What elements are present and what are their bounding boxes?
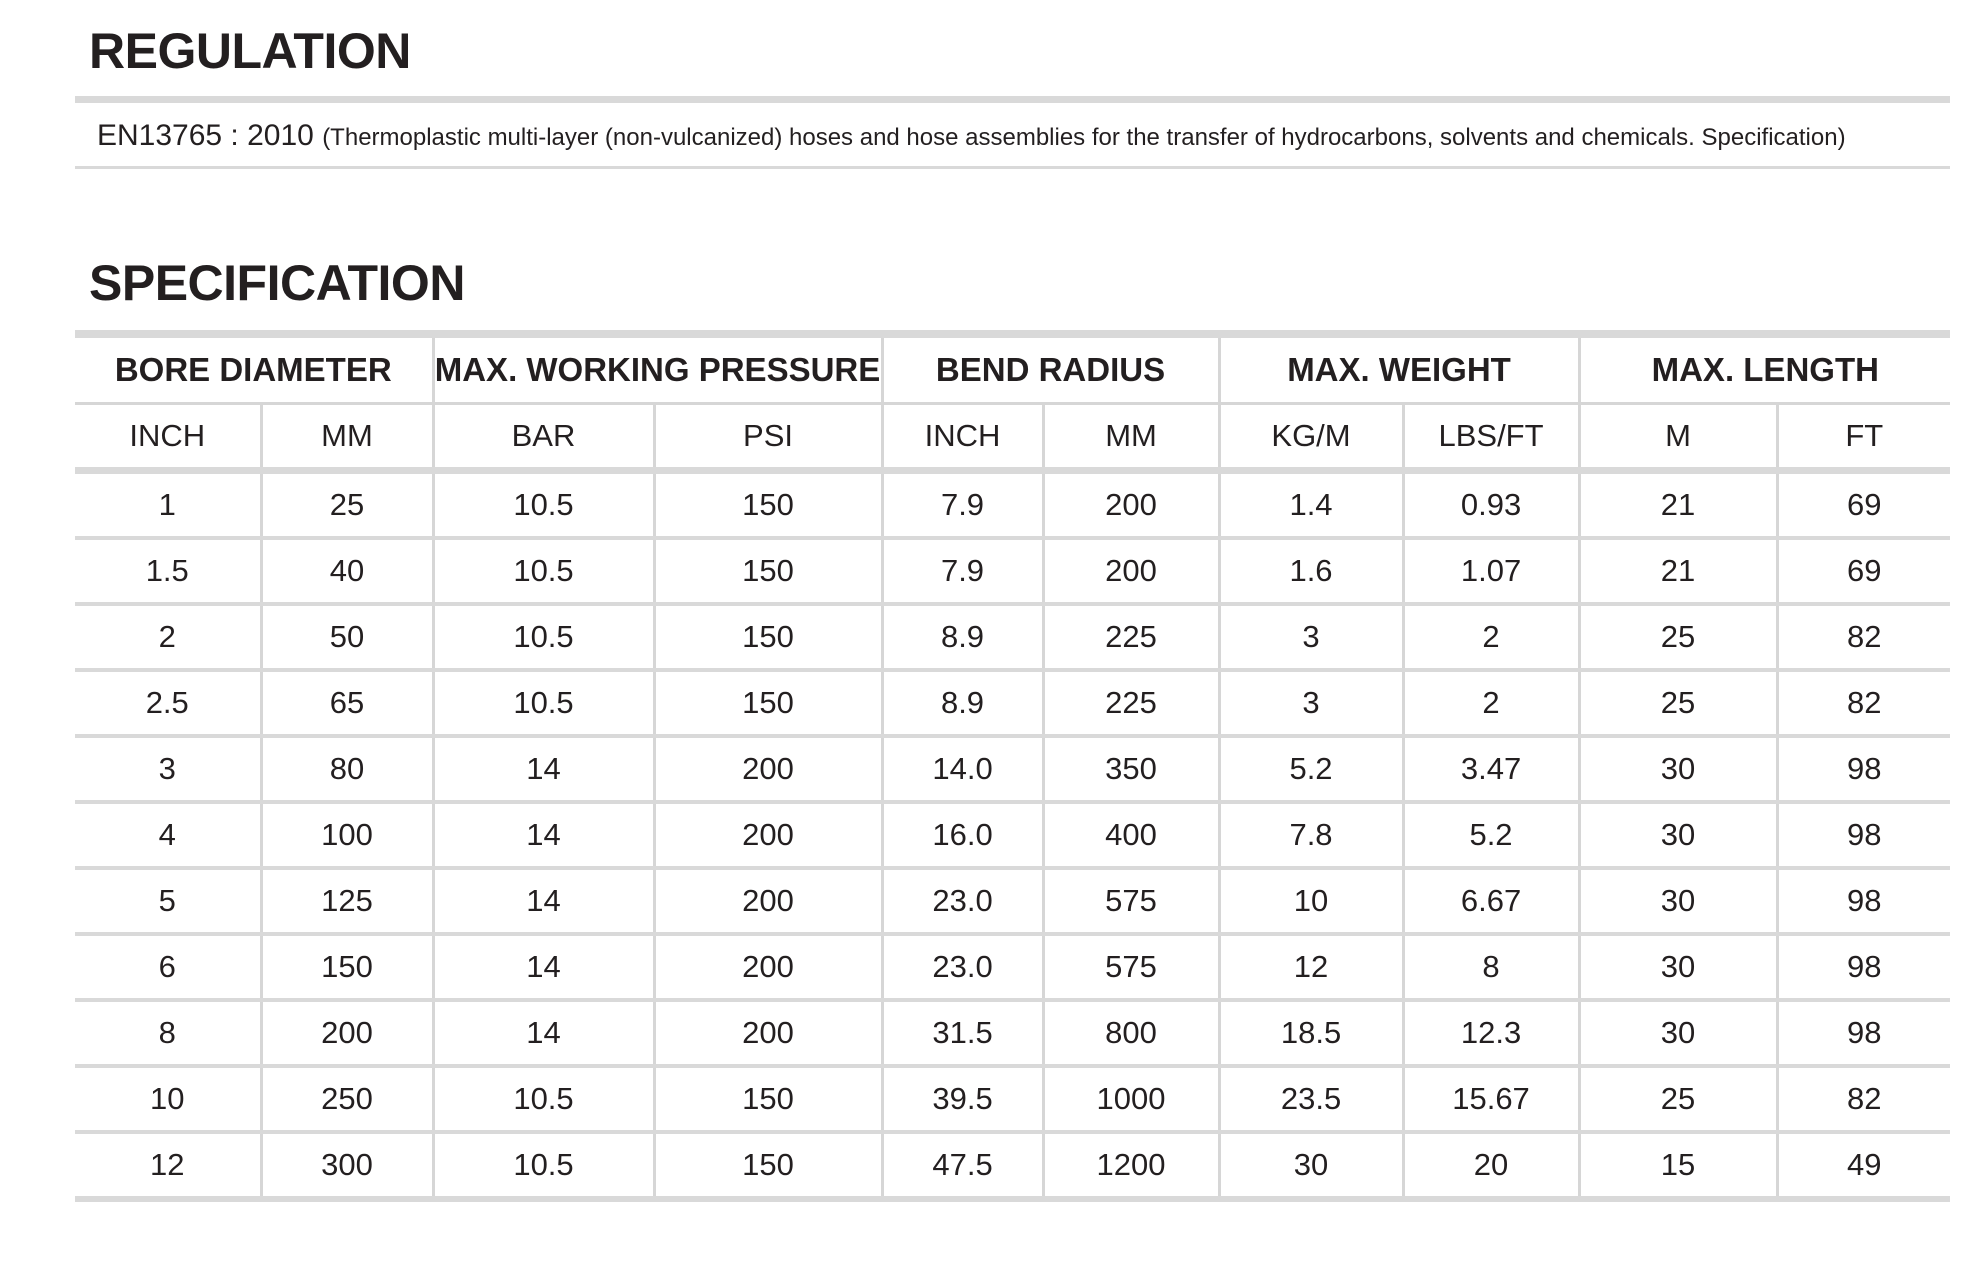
table-cell: 10.5 — [433, 1066, 654, 1132]
table-cell: 14 — [433, 934, 654, 1000]
table-cell: 98 — [1777, 868, 1950, 934]
table-cell: 150 — [654, 1066, 882, 1132]
table-cell: 300 — [261, 1132, 433, 1199]
table-cell: 98 — [1777, 1000, 1950, 1066]
table-cell: 8.9 — [882, 604, 1043, 670]
table-cell: 25 — [1579, 1066, 1777, 1132]
table-cell: 12 — [1219, 934, 1403, 1000]
table-cell: 14 — [433, 1000, 654, 1066]
table-cell: 25 — [1579, 604, 1777, 670]
specification-table-body — [75, 471, 1950, 1200]
table-cell: 23.5 — [1219, 1066, 1403, 1132]
table-cell: 150 — [654, 670, 882, 736]
table-cell: 800 — [1043, 1000, 1219, 1066]
specification-table — [75, 330, 1950, 1202]
table-cell: 7.9 — [882, 471, 1043, 539]
table-cell: 1000 — [1043, 1066, 1219, 1132]
group-header-bend-radius: BEND RADIUS — [882, 334, 1219, 404]
table-cell: 12.3 — [1403, 1000, 1579, 1066]
table-cell: 1200 — [1043, 1132, 1219, 1199]
table-cell: 1 — [75, 471, 261, 539]
table-cell: 14 — [433, 736, 654, 802]
unit-header: M — [1579, 404, 1777, 471]
table-cell: 10 — [75, 1066, 261, 1132]
table-cell: 8 — [75, 1000, 261, 1066]
table-cell: 3.47 — [1403, 736, 1579, 802]
table-cell: 21 — [1579, 538, 1777, 604]
table-cell: 30 — [1579, 802, 1777, 868]
regulation-bottom-divider — [75, 166, 1950, 169]
unit-header: KG/M — [1219, 404, 1403, 471]
unit-header: PSI — [654, 404, 882, 471]
table-cell: 2 — [1403, 604, 1579, 670]
table-cell: 30 — [1579, 736, 1777, 802]
table-cell: 8 — [1403, 934, 1579, 1000]
table-cell: 98 — [1777, 736, 1950, 802]
unit-header: LBS/FT — [1403, 404, 1579, 471]
unit-header: BAR — [433, 404, 654, 471]
table-cell: 6.67 — [1403, 868, 1579, 934]
table-cell: 5.2 — [1219, 736, 1403, 802]
regulation-description: (Thermoplastic multi-layer (non-vulcanized) hoses and hose assemblies for the transfer of hydrocarbons, solvents and chemicals. Specification) — [322, 124, 1846, 151]
unit-header: MM — [1043, 404, 1219, 471]
table-cell: 39.5 — [882, 1066, 1043, 1132]
table-cell: 125 — [261, 868, 433, 934]
regulation-top-divider — [75, 96, 1950, 103]
table-cell: 100 — [261, 802, 433, 868]
table-cell: 1.4 — [1219, 471, 1403, 539]
table-cell: 10.5 — [433, 1132, 654, 1199]
table-row — [75, 934, 1950, 1000]
table-cell: 98 — [1777, 802, 1950, 868]
table-cell: 15 — [1579, 1132, 1777, 1199]
table-row — [75, 736, 1950, 802]
unit-header: FT — [1777, 404, 1950, 471]
group-header-max-length: MAX. LENGTH — [1579, 334, 1950, 404]
table-cell: 7.9 — [882, 538, 1043, 604]
table-cell: 14 — [433, 868, 654, 934]
table-cell: 82 — [1777, 670, 1950, 736]
table-cell: 6 — [75, 934, 261, 1000]
table-cell: 2.5 — [75, 670, 261, 736]
group-header-max-working-pressure: MAX. WORKING PRESSURE — [433, 334, 882, 404]
table-cell: 14.0 — [882, 736, 1043, 802]
table-cell: 15.67 — [1403, 1066, 1579, 1132]
table-cell: 82 — [1777, 1066, 1950, 1132]
table-cell: 3 — [75, 736, 261, 802]
table-cell: 200 — [1043, 538, 1219, 604]
table-cell: 150 — [654, 471, 882, 539]
table-cell: 250 — [261, 1066, 433, 1132]
unit-header: INCH — [75, 404, 261, 471]
table-cell: 150 — [654, 1132, 882, 1199]
table-cell: 10.5 — [433, 670, 654, 736]
table-cell: 21 — [1579, 471, 1777, 539]
table-cell: 23.0 — [882, 934, 1043, 1000]
table-cell: 69 — [1777, 471, 1950, 539]
table-cell: 1.07 — [1403, 538, 1579, 604]
unit-header: MM — [261, 404, 433, 471]
table-cell: 20 — [1403, 1132, 1579, 1199]
table-cell: 150 — [654, 604, 882, 670]
table-cell: 30 — [1219, 1132, 1403, 1199]
table-cell: 200 — [654, 1000, 882, 1066]
table-cell: 25 — [1579, 670, 1777, 736]
table-cell: 0.93 — [1403, 471, 1579, 539]
table-cell: 150 — [261, 934, 433, 1000]
table-cell: 8.9 — [882, 670, 1043, 736]
table-row — [75, 868, 1950, 934]
table-cell: 200 — [654, 934, 882, 1000]
table-cell: 30 — [1579, 1000, 1777, 1066]
table-row — [75, 1066, 1950, 1132]
table-cell: 4 — [75, 802, 261, 868]
table-cell: 575 — [1043, 868, 1219, 934]
table-cell: 225 — [1043, 670, 1219, 736]
table-cell: 200 — [1043, 471, 1219, 539]
regulation-title: REGULATION — [89, 23, 411, 79]
table-cell: 575 — [1043, 934, 1219, 1000]
table-cell: 200 — [261, 1000, 433, 1066]
table-cell: 47.5 — [882, 1132, 1043, 1199]
table-cell: 25 — [261, 471, 433, 539]
table-cell: 3 — [1219, 604, 1403, 670]
table-cell: 10.5 — [433, 471, 654, 539]
group-header-bore-diameter: BORE DIAMETER — [75, 334, 433, 404]
table-row — [75, 604, 1950, 670]
table-cell: 1.6 — [1219, 538, 1403, 604]
table-cell: 12 — [75, 1132, 261, 1199]
table-cell: 69 — [1777, 538, 1950, 604]
table-row — [75, 538, 1950, 604]
table-cell: 49 — [1777, 1132, 1950, 1199]
table-cell: 30 — [1579, 934, 1777, 1000]
table-cell: 10.5 — [433, 604, 654, 670]
table-cell: 14 — [433, 802, 654, 868]
table-cell: 2 — [1403, 670, 1579, 736]
table-cell: 10 — [1219, 868, 1403, 934]
table-cell: 18.5 — [1219, 1000, 1403, 1066]
table-row — [75, 802, 1950, 868]
table-row — [75, 670, 1950, 736]
table-cell: 200 — [654, 802, 882, 868]
table-cell: 3 — [1219, 670, 1403, 736]
table-cell: 5 — [75, 868, 261, 934]
table-cell: 1.5 — [75, 538, 261, 604]
unit-header: INCH — [882, 404, 1043, 471]
regulation-text — [97, 116, 1957, 158]
specification-title: SPECIFICATION — [89, 255, 465, 311]
table-cell: 350 — [1043, 736, 1219, 802]
table-cell: 10.5 — [433, 538, 654, 604]
table-cell: 98 — [1777, 934, 1950, 1000]
unit-header-row — [75, 404, 1950, 471]
table-row — [75, 471, 1950, 539]
table-cell: 23.0 — [882, 868, 1043, 934]
table-cell: 82 — [1777, 604, 1950, 670]
table-row — [75, 1000, 1950, 1066]
table-cell: 65 — [261, 670, 433, 736]
table-cell: 400 — [1043, 802, 1219, 868]
table-cell: 40 — [261, 538, 433, 604]
table-cell: 150 — [654, 538, 882, 604]
table-cell: 31.5 — [882, 1000, 1043, 1066]
table-cell: 7.8 — [1219, 802, 1403, 868]
table-cell: 16.0 — [882, 802, 1043, 868]
table-cell: 225 — [1043, 604, 1219, 670]
regulation-standard: EN13765 : 2010 — [97, 119, 314, 152]
table-cell: 200 — [654, 736, 882, 802]
table-row — [75, 1132, 1950, 1199]
table-cell: 2 — [75, 604, 261, 670]
table-cell: 30 — [1579, 868, 1777, 934]
group-header-max-weight: MAX. WEIGHT — [1219, 334, 1579, 404]
table-cell: 5.2 — [1403, 802, 1579, 868]
group-header-row — [75, 334, 1950, 404]
table-cell: 80 — [261, 736, 433, 802]
table-cell: 50 — [261, 604, 433, 670]
table-cell: 200 — [654, 868, 882, 934]
